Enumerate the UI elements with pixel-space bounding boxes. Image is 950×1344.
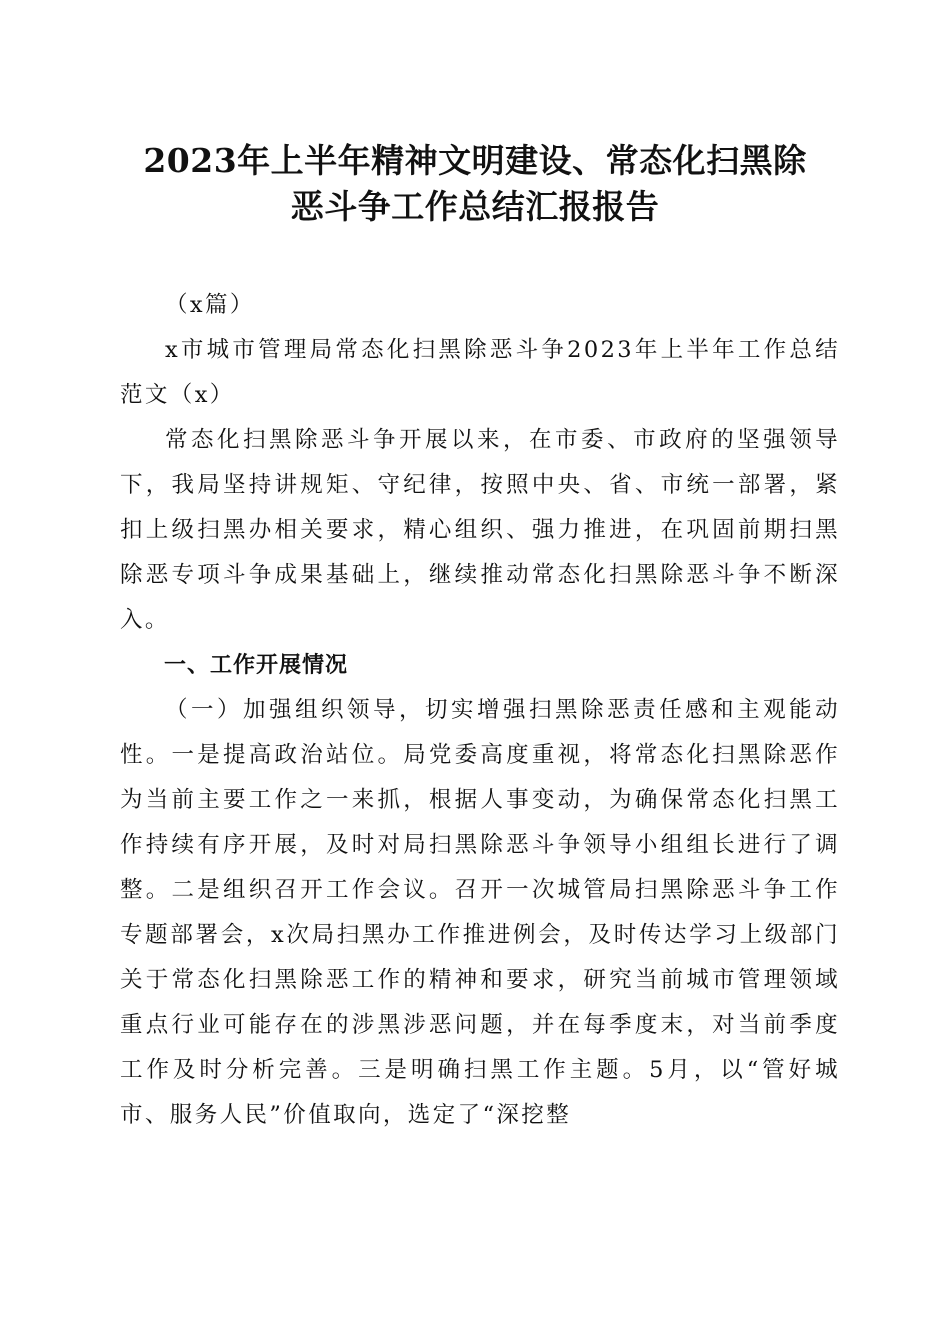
title-line-1: 2023年上半年精神文明建设、常态化扫黑除 (143, 141, 807, 180)
paragraph-doc-name: x市城市管理局常态化扫黑除恶斗争2023年上半年工作总结范文（x） (120, 337, 840, 408)
document-body (120, 283, 840, 1138)
title-line-2: 恶斗争工作总结汇报报告 (290, 187, 660, 226)
paragraph-section-1: （一）加强组织领导，切实增强扫黑除恶责任感和主观能动性。一是提高政治站位。局党委高度重视，将常态化扫黑除恶作为当前主要工作之一来抓，根据人事变动，为确保常态化扫黑工作持续有序开展，及时对局扫黑除恶斗争领导小组组长进行了调整。二是组织召开工作会议。召开一次城管局扫黑除恶斗争工作专题部署会，x次局扫黑办工作推进例会，及时传达学习上级部门关于常态化扫黑除恶工作的精神和要求，研究当前城市管理领域重点行业可能存在的涉黑涉恶问题，并在每季度末，对当前季度工作及时分析完善。三是明确扫黑工作主题。5月，以“管好城市、服务人民”价值取向，选定了“深挖整 (120, 697, 840, 1128)
document-title (90, 138, 860, 230)
paragraph-intro: 常态化扫黑除恶斗争开展以来，在市委、市政府的坚强领导下，我局坚持讲规矩、守纪律，按照中央、省、市统一部署，紧扣上级扫黑办相关要求，精心组织、强力推进，在巩固前期扫黑除恶专项斗争成果基础上，继续推动常态化扫黑除恶斗争不断深入。 (120, 427, 840, 633)
section-heading: 一、工作开展情况 (164, 653, 349, 678)
paragraph-subtitle: （x篇） (165, 292, 255, 318)
